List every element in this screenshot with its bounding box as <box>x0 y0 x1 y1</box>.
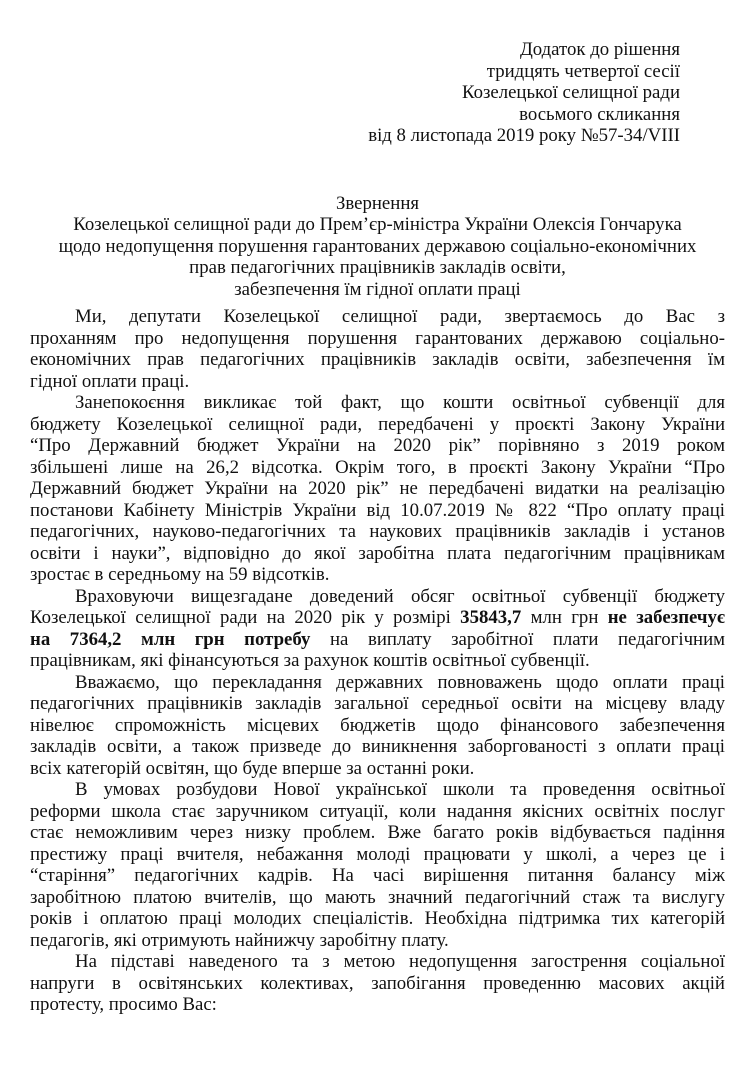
text-run: Вважаємо, що перекладання державних повноважень щодо оплати праці <box>75 671 725 693</box>
body-line <box>30 586 725 608</box>
text-run: постанови Кабінету Міністрів України від 10.07.2019 № 822 “Про оплату праці <box>30 499 725 521</box>
text-run: всіх категорій освітян, що буде вперше за останні роки. <box>30 757 475 779</box>
text-run: протесту, просимо Вас: <box>30 994 217 1015</box>
body-line <box>30 715 725 737</box>
text-run: педагогічних, науково-педагогічних та наукових працівників закладів і установ <box>30 521 725 542</box>
body-line <box>30 736 725 758</box>
bold-text-run: на 7364,2 млн грн потребу <box>30 628 311 650</box>
text-run: економічних прав педагогічних працівників закладів освіти, забезпечення їм <box>30 349 725 370</box>
body-line <box>30 844 725 866</box>
body-line <box>30 951 725 973</box>
text-run: бюджету Козелецької селищної ради, передбачені у проєкті Закону України <box>30 413 725 435</box>
text-run: педагогічних працівників закладів загальної середньої освіти на місцеву владу <box>30 693 725 714</box>
text-run: педагогів, які отримують найнижчу заробітну плату. <box>30 929 449 951</box>
title-line: прав педагогічних працівників закладів освіти, <box>189 257 566 278</box>
text-run: реформи школа стає заручником ситуації, коли надання якісних освітніх послуг <box>30 800 725 822</box>
text-run: працівникам, які фінансуються за рахунок коштів освітньої субвенції. <box>30 650 590 671</box>
body-line <box>30 607 725 629</box>
text-run: нівелює спроможність місцевих бюджетів щодо фінансового забезпечення <box>30 714 725 736</box>
paragraph <box>30 951 725 1016</box>
text-run: збільшені лише на 26,2 відсотка. Окрім того, в проєкті Закону України “Про <box>30 456 725 478</box>
text-run: гідної оплати праці. <box>30 370 190 392</box>
document-body <box>30 306 725 1016</box>
title-line: Звернення <box>335 192 420 214</box>
text-run: “Про Державний бюджет України на 2020 рік” порівняно з 2019 роком <box>30 435 725 456</box>
body-line <box>30 543 725 565</box>
paragraph <box>30 586 725 672</box>
text-run: на виплату заробітної плати педагогічним <box>310 628 725 650</box>
title-line: щодо недопущення порушення гарантованих державою соціально-економічних <box>58 235 697 257</box>
text-run: Державний бюджет України на 2020 рік” не передбачені видатки на реалізацію <box>30 478 725 499</box>
body-line <box>30 414 725 436</box>
text-run: млн грн <box>521 607 608 628</box>
body-line <box>30 650 725 672</box>
text-run: зростає в середньому на 59 відсотків. <box>30 564 330 585</box>
text-run: заробітною платою вчителів, що мають значний педагогічний стаж та вислугу <box>30 886 725 908</box>
body-line <box>30 629 725 651</box>
text-run: “старіння” педагогічних кадрів. На часі вирішення питання балансу між <box>30 865 725 886</box>
bold-text-run: 35843,7 <box>460 607 522 628</box>
body-line <box>30 801 725 823</box>
title-line: забезпечення їм гідної оплати праці <box>234 278 521 300</box>
text-run: стає неможливим через низку проблем. Вже багато років відбувається падіння <box>30 822 725 843</box>
body-line <box>30 672 725 694</box>
text-run: освіти і науки”, відповідно до якої заробітна плата педагогічним працівникам <box>30 542 725 564</box>
body-line <box>30 349 725 371</box>
body-line <box>30 392 725 414</box>
paragraph <box>30 672 725 780</box>
text-run: престижу праці вчителя, небажання молоді працювати у школі, а через це і <box>30 843 725 865</box>
header-line: Козелецької селищної ради <box>461 82 680 103</box>
text-run: років і оплатою праці молодих спеціалістів. Необхідна підтримка тих категорій <box>30 908 725 929</box>
body-line <box>30 930 725 952</box>
body-line <box>30 478 725 500</box>
header-line: тридцять четвертої сесії <box>486 60 680 82</box>
header-line: Додаток до рішення <box>519 39 680 60</box>
body-line <box>30 758 725 780</box>
bold-text-run: не забезпечує <box>607 607 725 628</box>
decision-reference-block <box>30 39 680 147</box>
header-line: восьмого скликання <box>519 103 680 125</box>
document-title-block <box>30 193 725 301</box>
body-line <box>30 306 725 328</box>
body-line <box>30 908 725 930</box>
body-line <box>30 887 725 909</box>
text-run: В умовах розбудови Нової української школи та проведення освітньої <box>75 779 725 800</box>
text-run: Занепокоєння викликає той факт, що кошти освітньої субвенції для <box>75 392 725 413</box>
text-run: Ми, депутати Козелецької селищної ради, звертаємось до Вас з <box>75 306 725 327</box>
paragraph <box>30 306 725 392</box>
body-line <box>30 973 725 995</box>
body-line <box>30 865 725 887</box>
body-line <box>30 994 725 1016</box>
text-run: проханням про недопущення порушення гарантованих державою соціально- <box>30 327 725 349</box>
body-line <box>30 457 725 479</box>
body-line <box>30 564 725 586</box>
text-run: Козелецької селищної ради на 2020 рік у розмірі <box>30 607 461 628</box>
body-line <box>30 328 725 350</box>
body-line <box>30 693 725 715</box>
text-run: закладів освіти, а також призведе до виникнення заборгованості з оплати праці <box>30 736 725 757</box>
body-line <box>30 371 725 393</box>
text-run: На підставі наведеного та з метою недопущення загострення соціальної <box>75 951 725 972</box>
body-line <box>30 779 725 801</box>
body-line <box>30 521 725 543</box>
paragraph <box>30 392 725 586</box>
title-line: Козелецької селищної ради до Прем’єр-міністра України Олексія Гончарука <box>73 214 682 235</box>
body-line <box>30 435 725 457</box>
header-line: від 8 листопада 2019 року №57-34/VIII <box>368 125 680 146</box>
body-line <box>30 822 725 844</box>
body-line <box>30 500 725 522</box>
paragraph <box>30 779 725 951</box>
text-run: Враховуючи вищезгадане доведений обсяг освітньої субвенції бюджету <box>75 585 725 607</box>
text-run: напруги в освітянських колективах, запобігання проведенню масових акцій <box>30 972 725 994</box>
